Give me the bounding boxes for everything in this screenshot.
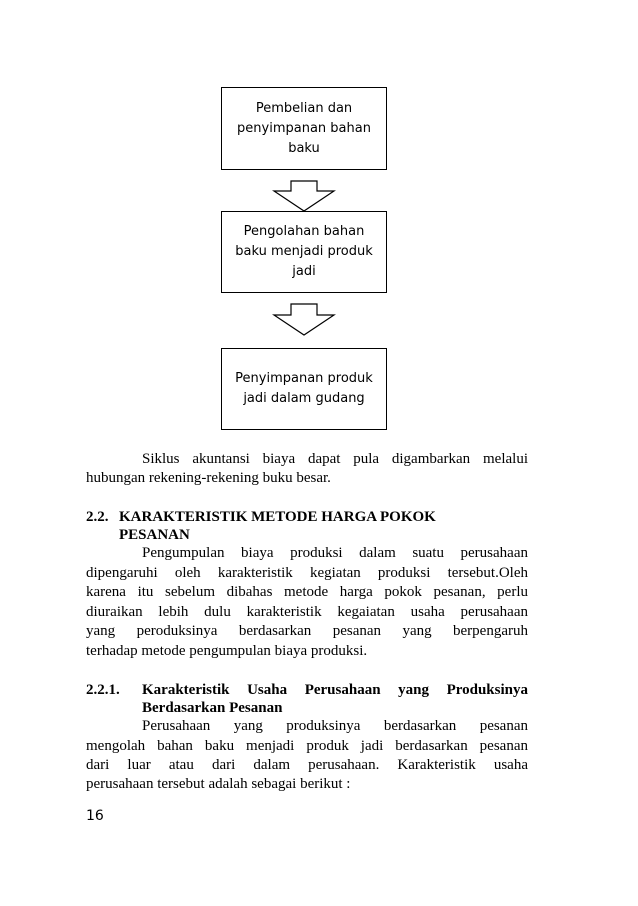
paragraph-line: yang peroduksinya berdasarkan pesanan yang berpengaruh — [86, 623, 528, 639]
subsection-title: Berdasarkan Pesanan — [142, 700, 283, 716]
section-number: 2.2. — [86, 509, 109, 525]
section-title: KARAKTERISTIK METODE HARGA POKOK — [119, 509, 436, 525]
section-title: PESANAN — [119, 527, 190, 543]
intro-line: Siklus akuntansi biaya dapat pula digambarkan melalui — [142, 451, 528, 467]
flow-step-label: Penyimpanan produk jadi dalam gudang — [235, 371, 373, 406]
paragraph-line: Perusahaan yang produksinya berdasarkan pesanan — [142, 718, 528, 734]
paragraph-line: dari luar atau dari dalam perusahaan. Karakteristik usaha — [86, 757, 528, 773]
flow-step-label: Pembelian dan penyimpanan bahan baku — [237, 100, 371, 156]
down-arrow-icon — [272, 303, 336, 337]
subsection-title: Karakteristik Usaha Perusahaan yang Produksinya — [142, 682, 528, 698]
intro-line: hubungan rekening-rekening buku besar. — [86, 470, 331, 486]
flow-step-warehouse — [221, 348, 387, 430]
paragraph-line: mengolah bahan baku menjadi produk jadi berdasarkan pesanan — [86, 738, 528, 754]
subsection-number: 2.2.1. — [86, 682, 120, 698]
flow-step-processing — [221, 211, 387, 293]
paragraph-line: Pengumpulan biaya produksi dalam suatu perusahaan — [142, 545, 528, 561]
paragraph-line: karena itu sebelum dibahas metode harga pokok pesanan, perlu — [86, 584, 528, 600]
paragraph-line: dipengaruhi oleh karakteristik kegiatan produksi tersebut.Oleh — [86, 565, 528, 581]
page-number: 16 — [86, 808, 104, 824]
paragraph-line: terhadap metode pengumpulan biaya produksi. — [86, 643, 368, 659]
down-arrow-icon — [272, 180, 336, 213]
flow-step-label: Pengolahan bahan baku menjadi produk jadi — [235, 224, 373, 279]
paragraph-line: perusahaan tersebut adalah sebagai berikut : — [86, 776, 351, 792]
paragraph-line: diuraikan lebih dulu karakteristik kegaiatan usaha perusahaan — [86, 604, 528, 620]
flow-step-purchase-storage — [221, 87, 387, 170]
